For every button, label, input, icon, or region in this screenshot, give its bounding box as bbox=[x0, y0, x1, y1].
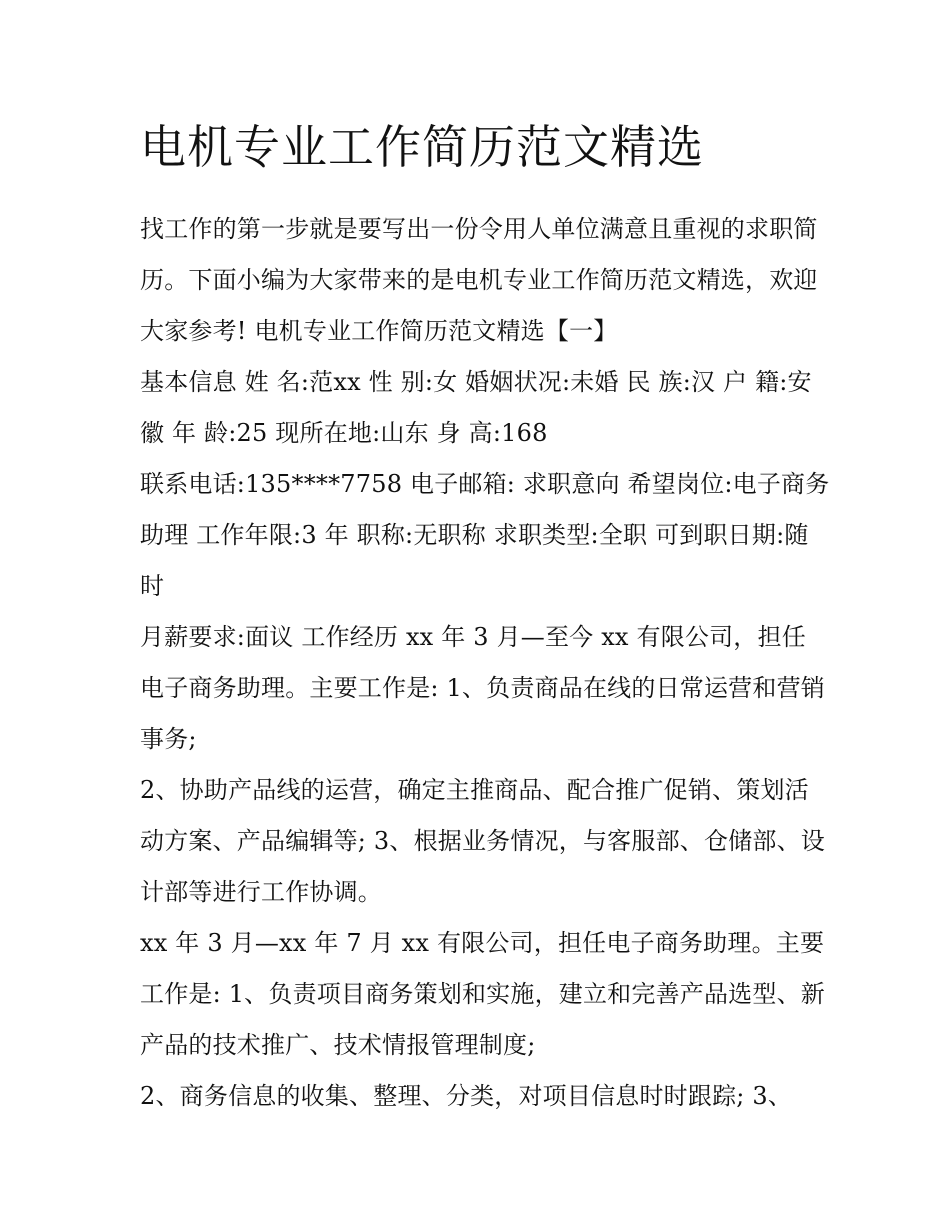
work-experience-paragraph-3: xx 年 3 月—xx 年 7 月 xx 有限公司，担任电子商务助理。主要工作是: 1、负责项目商务策划和实施，建立和完善产品选型、新产品的技术推广、技术情报管理制度; bbox=[140, 929, 825, 1059]
basic-info-paragraph: 基本信息 姓 名:范xx 性 别:女 婚姻状况:未婚 民 族:汉 户 籍:安徽 年 龄:25 现所在地:山东 身 高:168 bbox=[140, 368, 812, 447]
intro-paragraph: 找工作的第一步就是要写出一份令用人单位满意且重视的求职简历。下面小编为大家带来的是电机专业工作简历范文精选，欢迎大家参考! 电机专业工作简历范文精选【一】 bbox=[140, 215, 818, 345]
document-title: 电机专业工作简历范文精选 bbox=[140, 120, 704, 174]
work-experience-paragraph-1: 月薪要求:面议 工作经历 xx 年 3 月—至今 xx 有限公司，担任电子商务助理。主要工作是: 1、负责商品在线的日常运营和营销事务; bbox=[140, 623, 825, 753]
work-experience-paragraph-4: 2、商务信息的收集、整理、分类，对项目信息时时跟踪; 3、 bbox=[140, 1082, 793, 1110]
document-page bbox=[140, 112, 830, 1122]
contact-intent-paragraph: 联系电话:135****7758 电子邮箱: 求职意向 希望岗位:电子商务助理 工作年限:3 年 职称:无职称 求职类型:全职 可到职日期:随时 bbox=[140, 470, 830, 600]
work-experience-paragraph-2: 2、协助产品线的运营，确定主推商品、配合推广促销、策划活动方案、产品编辑等; 3、根据业务情况，与客服部、仓储部、设计部等进行工作协调。 bbox=[140, 776, 825, 906]
